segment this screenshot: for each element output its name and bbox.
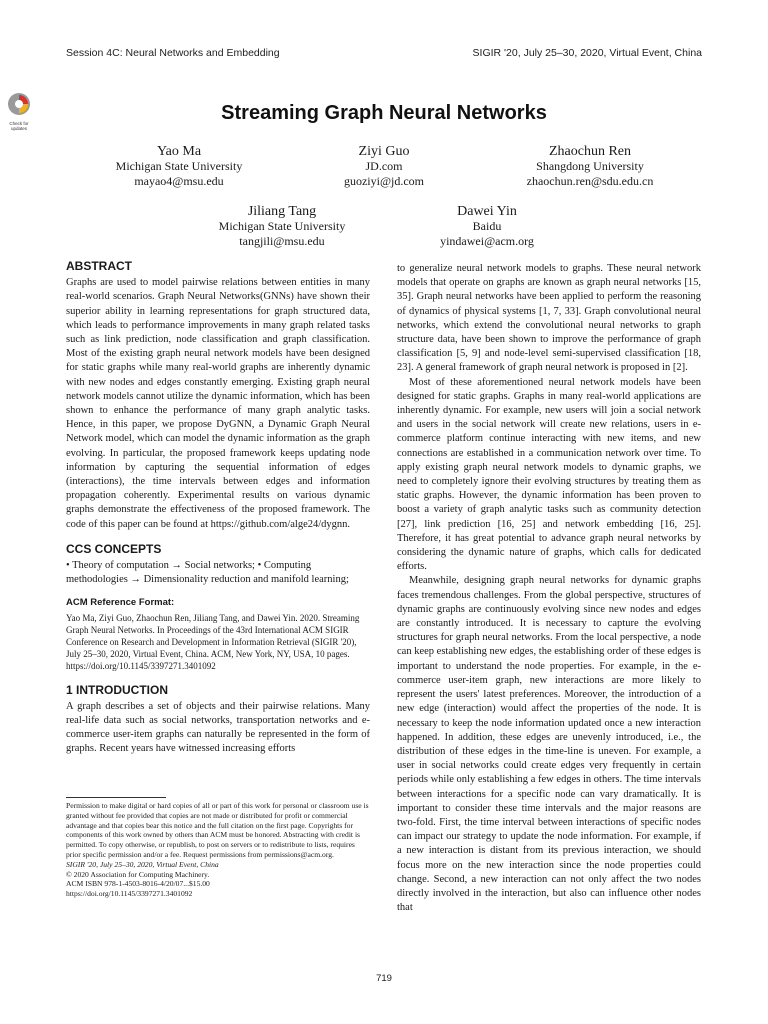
acm-reference-heading: ACM Reference Format: — [66, 597, 175, 609]
author-affiliation: Michigan State University — [115, 159, 243, 173]
paper-title: Streaming Graph Neural Networks — [221, 102, 547, 124]
abstract-heading: ABSTRACT — [66, 259, 132, 273]
author-name: Dawei Yin — [457, 204, 517, 219]
author-affiliation: Shangdong University — [536, 159, 644, 173]
badge-line2: updates — [10, 126, 27, 131]
right-paragraph: Meanwhile, designing graph neural networks for dynamic graphs faces tremendous challenges. From the global perspective, structures of dynamic graphs are continuously evolving since new nodes and edges are constantly introduced. It is necessary to capture the evolving structures for graph neural networks. From the local perspective, a node can keep establishing new edges, the establishing order of these edges is important to understand the node properties. For example, in the e-commerce user-item graph, new interactions are more likely to represent the users' latest preferences. Moreover, the introduction of a new edge (interaction) would affect the properties of the node. It is necessary to keep the node information updated once a new interaction happened. In addition, these edges are unevenly introduced, i.e., the distribution of these edges in the time-line is uneven. For example, a user in social networks could create edges very frequently in certain periods while only establishing a few edges in others. The time intervals between interactions for a specific node can vary dramatically. It is important to consider these time intervals and the major reasons are two-fold. First, the time interval between interactions of specific nodes can impact our strategy to update the node information. For example, if a new interaction is distant from its previous interaction, we should focus more on the new interaction since the node properties could change. Second, a new interaction can not only affect the two nodes directly involved in the interaction, but also can influence other nodes that — [397, 575, 701, 914]
author-email[interactable]: guoziyi@jd.com — [343, 174, 425, 188]
author-block — [357, 204, 617, 249]
permission-notice: Permission to make digital or hard copies of all or part of this work for personal or classroom use is granted without fee provided that copies are not made or distributed for profit or commercial advantage and that copies bear this notice and the full citation on the first page. Copyrights for components of this work owned by others than ACM must be honored. Abstracting with credit is permitted. To copy otherwise, or republish, to post on servers or to redistribute to lists, requires prior specific permission and/or a fee. Request permissions from permissions@acm.org. — [66, 801, 369, 859]
author-email[interactable]: tangjili@msu.edu — [239, 234, 325, 248]
running-header-right: SIGIR '20, July 25–30, 2020, Virtual Event, China — [472, 47, 702, 59]
author-name: Zhaochun Ren — [548, 144, 632, 159]
isbn-line: ACM ISBN 978-1-4503-8016-4/20/07...$15.00 — [66, 879, 210, 889]
author-affiliation: JD.com — [365, 159, 403, 173]
author-block — [460, 144, 720, 189]
right-paragraph: to generalize neural network models to graphs. These neural network models that operate on graphs are known as graph neural networks [15, 35]. Graph neural networks have been applied to perform the reasoning of dynamics of physical systems [1, 7, 33]. Graph convolutional neural networks, which extend the convolutional neural networks to graph structure data, have been shown to improve the performance of graph classification [5, 9] and node-level semi-supervised classification [18, 23]. A general framework of graph neural network is proposed in [2]. — [397, 263, 701, 374]
footnote-block — [66, 801, 370, 899]
right-paragraph: Most of these aforementioned neural network models have been designed for static graphs. Graphs in many real-world applications are inherently dynamic. For example, new users will join a social network and users in the social network will create new relations, users in e-commerce platform continue interacting with new items, and new connections are established in a communication network over time. To apply existing graph neural network models to dynamic graphs, we need to completely ignore their evolving structures by treating them as static graphs. However, the dynamic information has been proven to boost a variety of graph analytic tasks such as community detection [27], link prediction [16, 25] and network embedding [16, 25]. Therefore, it has great potential to advance graph neural networks by considering the dynamic nature of graphs, which calls for dedicated efforts. — [397, 376, 701, 573]
page-number: 719 — [376, 973, 392, 984]
author-email[interactable]: mayao4@msu.edu — [134, 174, 224, 188]
doi-link[interactable]: https://doi.org/10.1145/3397271.3401092 — [66, 889, 193, 899]
author-affiliation: Baidu — [472, 219, 502, 233]
running-header-left: Session 4C: Neural Networks and Embedding — [66, 47, 280, 59]
footnote-rule — [66, 797, 166, 798]
author-email[interactable]: zhaochun.ren@sdu.edu.cn — [526, 174, 654, 188]
copyright-line: © 2020 Association for Computing Machinery. — [66, 869, 210, 879]
right-column — [397, 262, 701, 915]
author-email[interactable]: yindawei@acm.org — [440, 234, 534, 248]
ccs-concepts: • Theory of computation → Social networks; • Computing methodologies → Dimensionality reduction and manifold learning; — [66, 560, 349, 586]
author-name: Yao Ma — [156, 144, 202, 159]
intro-paragraph: A graph describes a set of objects and their pairwise relations. Many real-life data such as social networks, transportation networks and e-commerce user-item graphs can naturally be represented in the form of graphs. Recent years have witnessed increasing efforts — [66, 700, 370, 755]
badge-line1: Check for — [9, 121, 29, 126]
left-column — [66, 259, 370, 757]
author-affiliation: Michigan State University — [218, 219, 346, 233]
author-name: Ziyi Guo — [358, 144, 410, 159]
acm-reference-text: Yao Ma, Ziyi Guo, Zhaochun Ren, Jiliang Tang, and Dawei Yin. 2020. Streaming Graph Neural Networks. In Proceedings of the 43rd International ACM SIGIR Conference on Research and Development in Information Retrieval (SIGIR '20), July 25–30, 2020, Virtual Event, China. ACM, New York, NY, USA, 10 pages. https://doi.org/10.1145/3397271.3401092 — [66, 612, 360, 671]
conference-line: SIGIR '20, July 25–30, 2020, Virtual Event, China — [66, 859, 219, 869]
ccs-heading: CCS CONCEPTS — [66, 541, 162, 556]
author-name: Jiliang Tang — [247, 204, 317, 219]
abstract-text: Graphs are used to model pairwise relations between entities in many real-world scenarios. Graph Neural Networks(GNNs) have shown their superior ability in learning representations for graph structured data, which leads to performance improvements in many graph related tasks such as link prediction, node classification and graph classification. Most of the existing graph neural network models have been designed for static graphs while many real-world graphs are inherently dynamic with new nodes and edges constantly emerging. Existing graph neural network models cannot utilize the dynamic information, which has been shown to enhance the performance of many graph analytic tasks. Hence, in this paper, we propose DyGNN, a Dynamic Graph Neural Network model, which can model the dynamic information as the graph evolving. In particular, the proposed framework keeps updating node information by capturing the sequential information of edges (interactions), the time intervals between edges and information propagation coherently. Experimental results on various dynamic graphs demonstrate the effectiveness of the proposed framework. The code of this paper can be found at https://github.com/alge24/dygnn. — [66, 277, 370, 530]
introduction-heading: 1 INTRODUCTION — [66, 682, 168, 697]
